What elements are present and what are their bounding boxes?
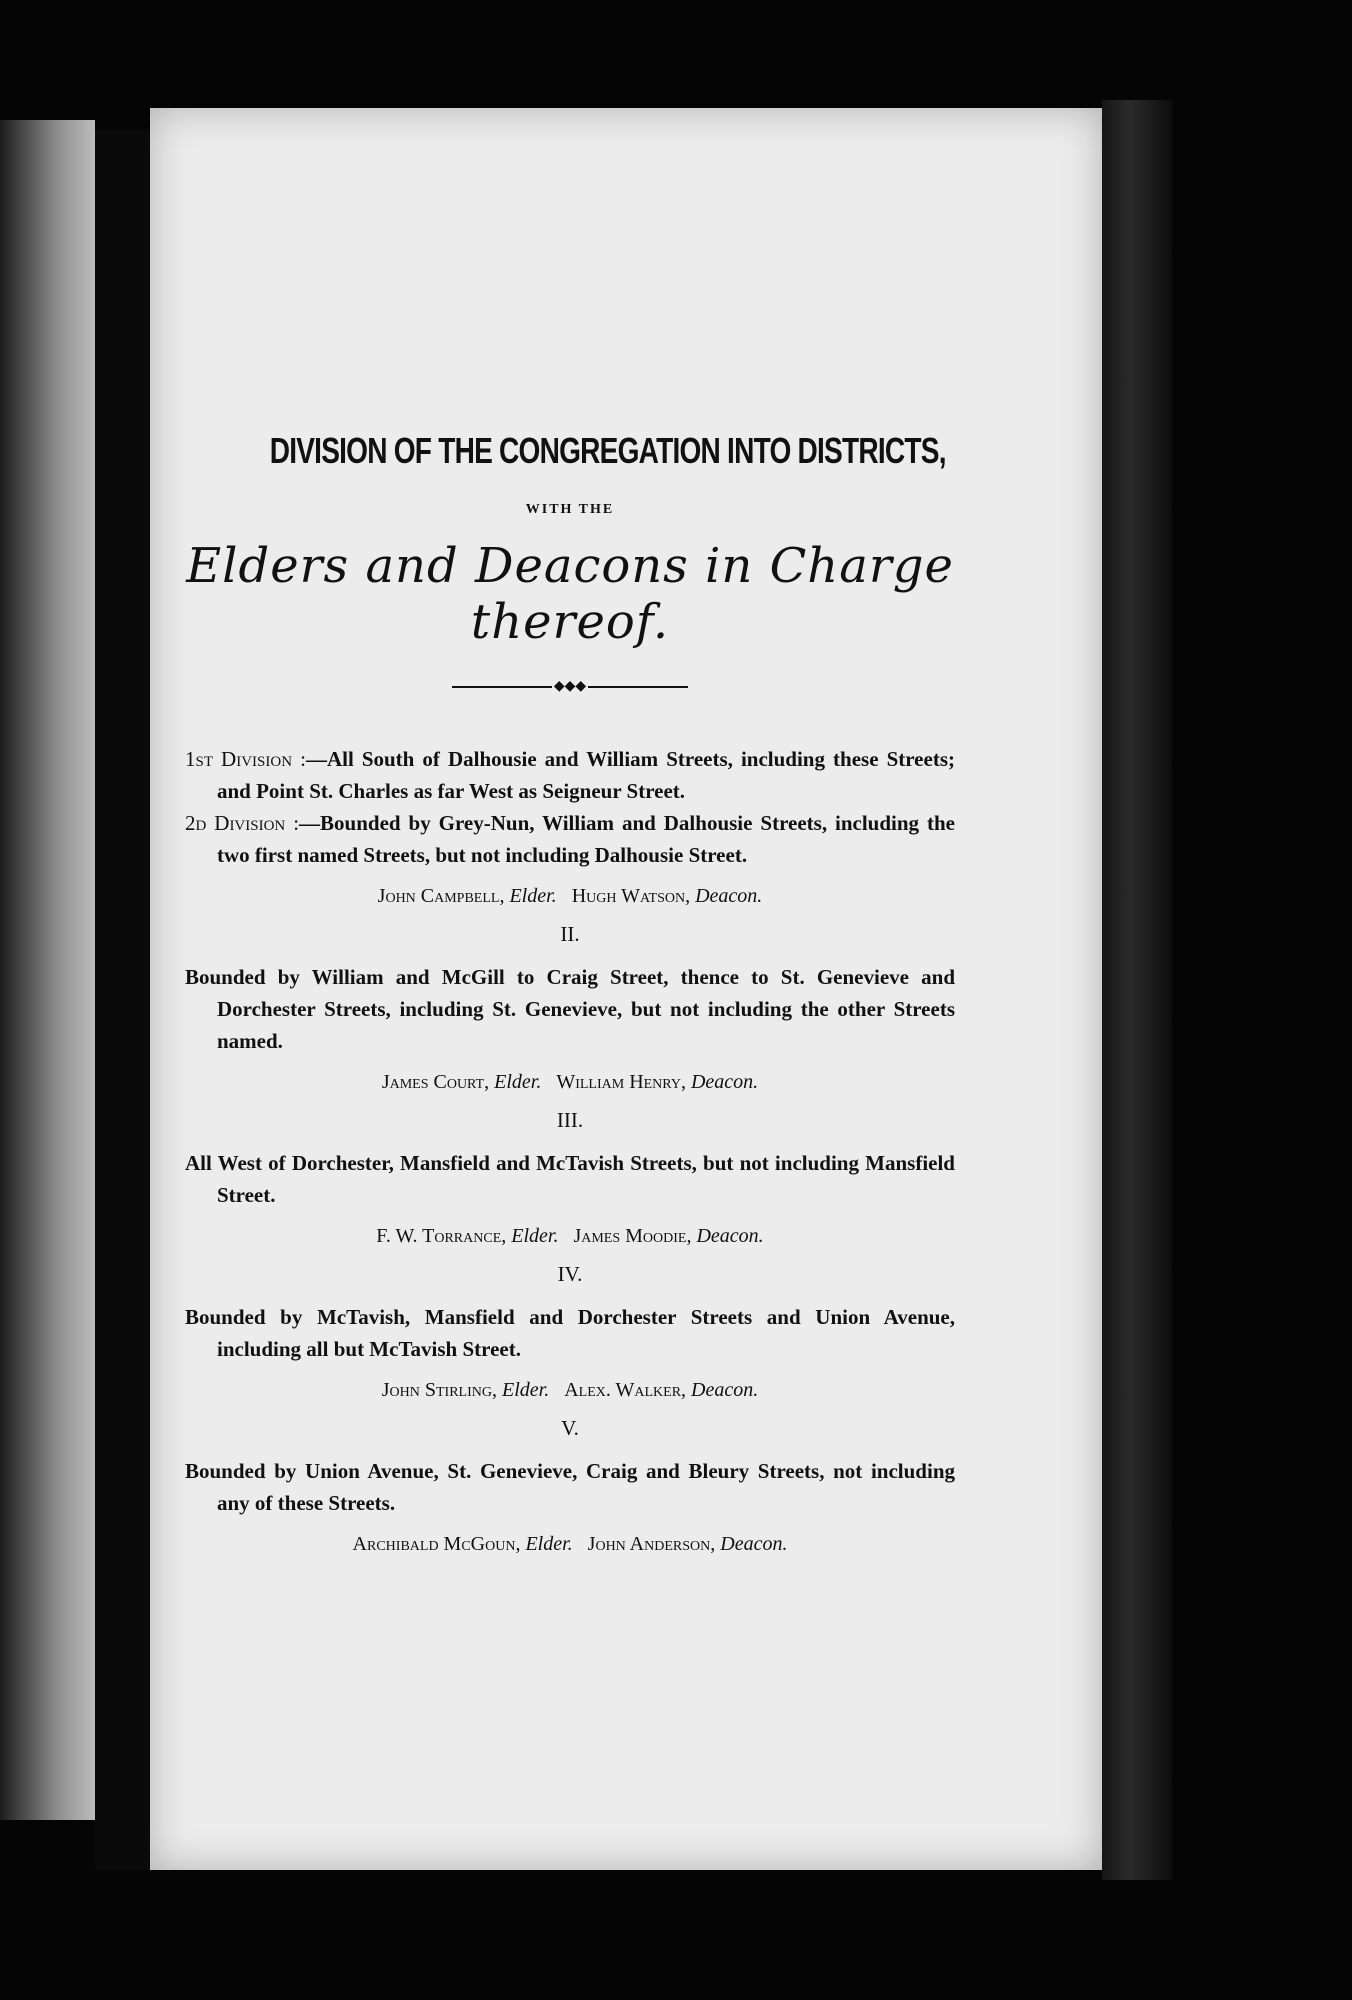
officers-line: John Stirling, Elder. Alex. Walker, Deacon. — [381, 1379, 759, 1401]
officers-line: James Court, Elder. William Henry, Deacon. — [381, 1071, 759, 1093]
ornament-divider — [185, 678, 955, 695]
ornament-diamonds: ◆◆◆ — [553, 679, 587, 694]
district-2 — [185, 922, 955, 1094]
left-page-edge — [0, 120, 95, 1820]
with-the-line: WITH THE — [525, 502, 615, 517]
district-description: Bounded by McTavish, Mansfield and Dorchester Streets and Union Avenue, including all but McTavish Street. — [185, 1305, 955, 1361]
district-description: Bounded by William and McGill to Craig Street, thence to St. Genevieve and Dorchester Streets, including St. Genevieve, but not including the other Streets named. — [185, 965, 955, 1053]
district-3 — [185, 1108, 955, 1248]
officers-line: F. W. Torrance, Elder. James Moodie, Deacon. — [376, 1225, 764, 1247]
page-content — [185, 430, 955, 1570]
book-spine — [1102, 100, 1172, 1880]
district-description: Bounded by Union Avenue, St. Genevieve, Craig and Bleury Streets, not including any of these Streets. — [185, 1459, 955, 1515]
district-1 — [185, 743, 955, 908]
officers-line: John Campbell, Elder. Hugh Watson, Deacon. — [377, 885, 763, 907]
officers-line: Archibald McGoun, Elder. John Anderson, Deacon. — [352, 1533, 788, 1555]
district-numeral: V. — [561, 1416, 579, 1440]
district-description: All West of Dorchester, Mansfield and McTavish Streets, but not including Mansfield Street. — [185, 1151, 955, 1207]
ornament-line-left — [452, 686, 552, 688]
division-paragraph: 2d Division :—Bounded by Grey-Nun, William and Dalhousie Streets, including the two first named Streets, but not including Dalhousie Street. — [185, 811, 955, 867]
district-numeral: III. — [556, 1108, 584, 1132]
district-numeral: IV. — [557, 1262, 583, 1286]
page-subtitle: Elders and Deacons in Charge thereof. — [186, 538, 954, 650]
district-5 — [185, 1416, 955, 1556]
page-title: DIVISION OF THE CONGREGATION INTO DISTRICTS, — [269, 430, 946, 471]
division-paragraph: 1st Division :—All South of Dalhousie and William Streets, including these Streets; and Point St. Charles as far West as Seigneur Street. — [185, 747, 955, 803]
ornament-line-right — [588, 686, 688, 688]
book-gutter — [95, 130, 155, 1870]
district-numeral: II. — [560, 922, 580, 946]
district-4 — [185, 1262, 955, 1402]
